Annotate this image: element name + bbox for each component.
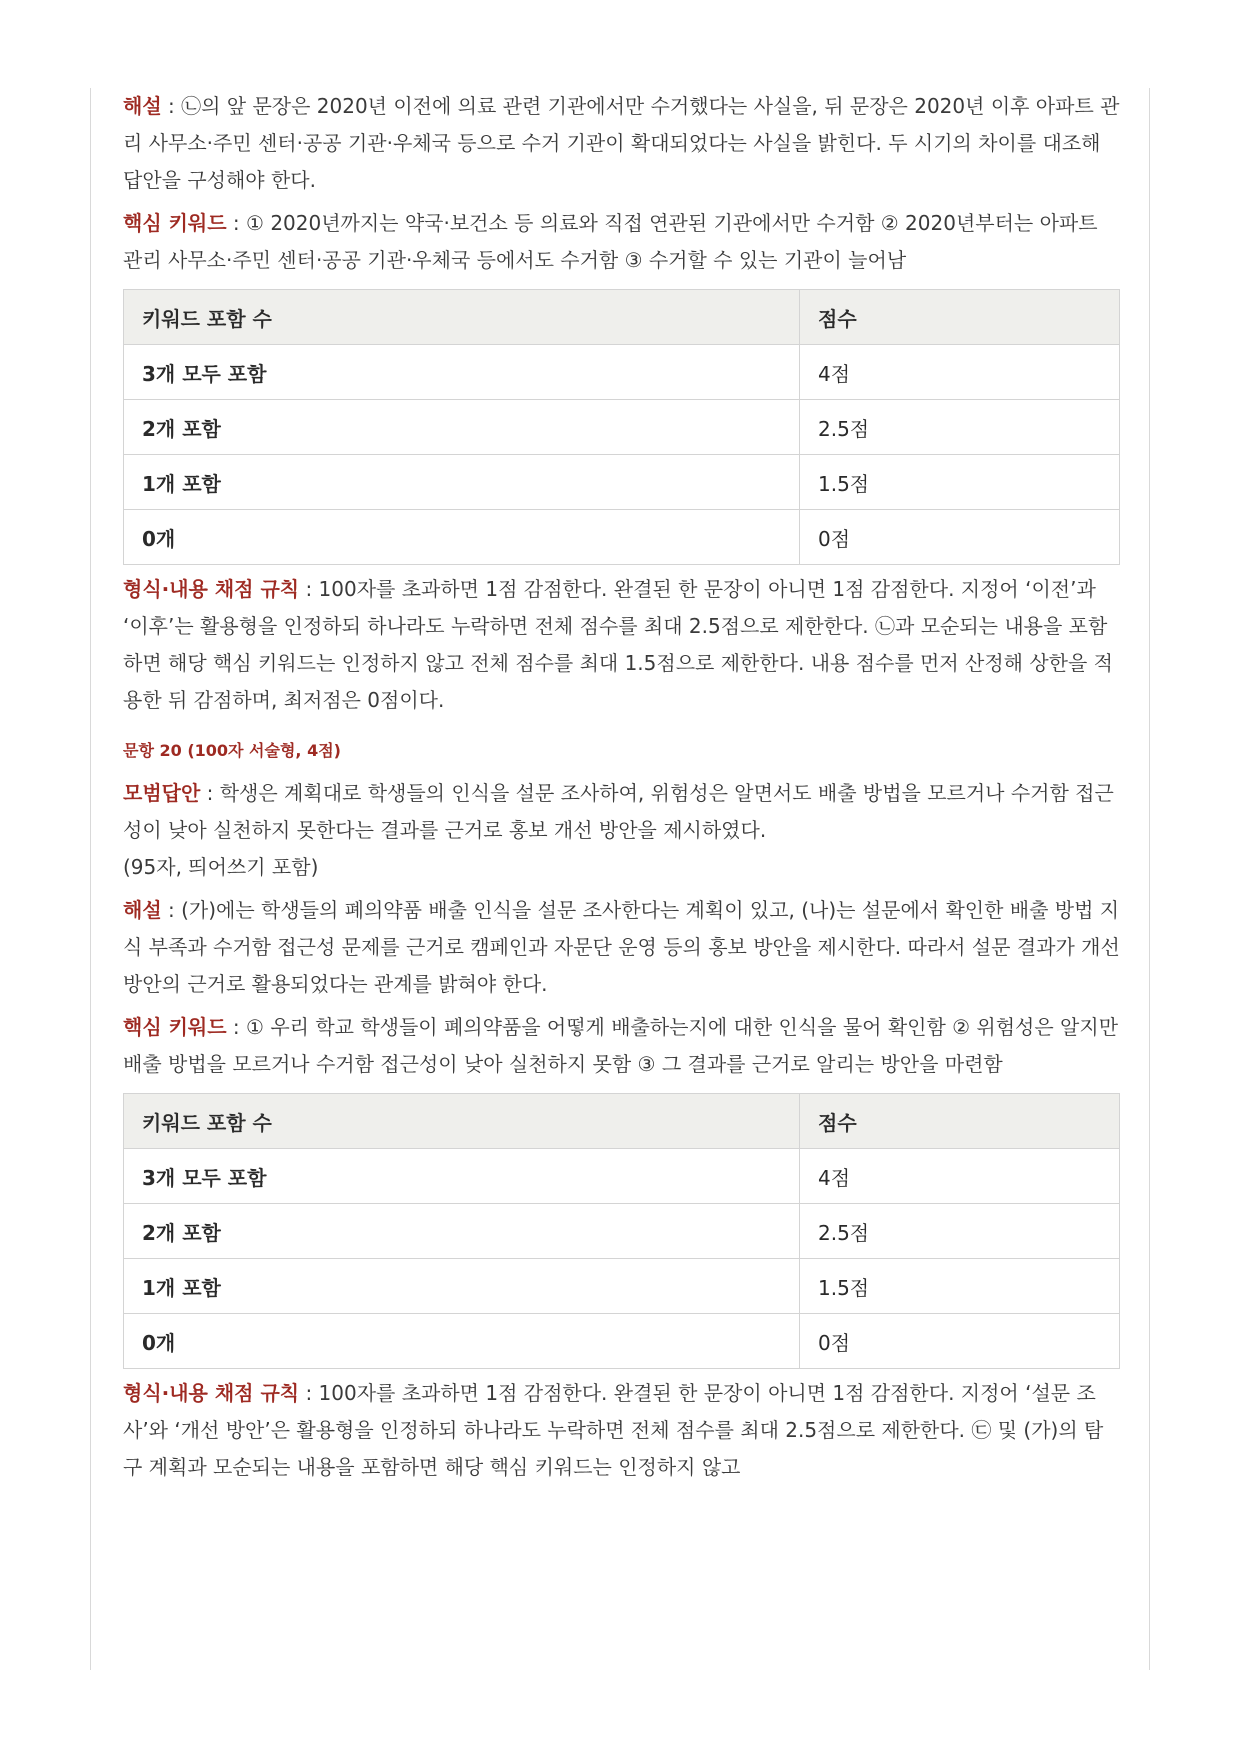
rules-paragraph	[123, 571, 1120, 719]
keywords-paragraph	[123, 1009, 1120, 1083]
score-table	[123, 289, 1120, 565]
table-cell-count: 3개 모두 포함	[124, 345, 800, 400]
table-cell-score: 0점	[800, 1314, 1120, 1369]
table-cell-count: 3개 모두 포함	[124, 1149, 800, 1204]
table-cell-count: 2개 포함	[124, 400, 800, 455]
score-table	[123, 1093, 1120, 1369]
explanation-paragraph	[123, 892, 1120, 1003]
keywords-paragraph	[123, 205, 1120, 279]
table-cell-score: 1.5점	[800, 455, 1120, 510]
table-cell-score: 4점	[800, 1149, 1120, 1204]
explanation-label: 해설	[123, 898, 162, 922]
table-header-keywords: 키워드 포함 수	[124, 290, 800, 345]
model-answer-paragraph	[123, 775, 1120, 849]
table-cell-score: 2.5점	[800, 1204, 1120, 1259]
page-border-left	[90, 88, 91, 1670]
table-cell-count: 1개 포함	[124, 1259, 800, 1314]
table-row	[124, 455, 1120, 510]
keywords-text: : ① 우리 학교 학생들이 폐의약품을 어떻게 배출하는지에 대한 인식을 물어 확인함 ② 위험성은 알지만 배출 방법을 모르거나 수거함 접근성이 낮아 실천하지 못함 ③ 그 결과를 근거로 알리는 방안을 마련함	[123, 1015, 1119, 1076]
table-header-keywords: 키워드 포함 수	[124, 1094, 800, 1149]
explanation-label: 해설	[123, 94, 162, 118]
rules-text: : 100자를 초과하면 1점 감점한다. 완결된 한 문장이 아니면 1점 감점한다. 지정어 ‘이전’과 ‘이후’는 활용형을 인정하되 하나라도 누락하면 전체 점수를 최대 2.5점으로 제한한다. ㉡과 모순되는 내용을 포함하면 해당 핵심 키워드는 인정하지 않고 전체 점수를 최대 1.5점으로 제한한다. 내용 점수를 먼저 산정해 상한을 적용한 뒤 감점하며, 최저점은 0점이다.	[123, 577, 1113, 712]
rules-label: 형식·내용 채점 규칙	[123, 1381, 300, 1405]
table-row	[124, 1149, 1120, 1204]
question-title: 문항 20 (100자 서술형, 4점)	[123, 741, 341, 760]
rules-text: : 100자를 초과하면 1점 감점한다. 완결된 한 문장이 아니면 1점 감점한다. 지정어 ‘설문 조사’와 ‘개선 방안’은 활용형을 인정하되 하나라도 누락하면 전체 점수를 최대 2.5점으로 제한한다. ㉢ 및 (가)의 탐구 계획과 모순되는 내용을 포함하면 해당 핵심 키워드는 인정하지 않고	[123, 1381, 1104, 1479]
table-row	[124, 345, 1120, 400]
keywords-label: 핵심 키워드	[123, 1015, 227, 1039]
table-cell-count: 1개 포함	[124, 455, 800, 510]
table-row	[124, 510, 1120, 565]
keywords-text: : ① 2020년까지는 약국·보건소 등 의료와 직접 연관된 기관에서만 수거함 ② 2020년부터는 아파트 관리 사무소·주민 센터·공공 기관·우체국 등에서도 수거함 ③ 수거할 수 있는 기관이 늘어남	[123, 211, 1098, 272]
model-answer-text: : 학생은 계획대로 학생들의 인식을 설문 조사하여, 위험성은 알면서도 배출 방법을 모르거나 수거함 접근성이 낮아 실천하지 못한다는 결과를 근거로 홍보 개선 방안을 제시하였다.	[123, 781, 1114, 842]
explanation-text: : ㉡의 앞 문장은 2020년 이전에 의료 관련 기관에서만 수거했다는 사실을, 뒤 문장은 2020년 이후 아파트 관리 사무소·주민 센터·공공 기관·우체국 등으로 수거 기관이 확대되었다는 사실을 밝힌다. 두 시기의 차이를 대조해 답안을 구성해야 한다.	[123, 94, 1120, 192]
rules-paragraph	[123, 1375, 1120, 1486]
table-row	[124, 1204, 1120, 1259]
explanation-text: : (가)에는 학생들의 폐의약품 배출 인식을 설문 조사한다는 계획이 있고, (나)는 설문에서 확인한 배출 방법 지식 부족과 수거함 접근성 문제를 근거로 캠페인과 자문단 운영 등의 홍보 방안을 제시한다. 따라서 설문 결과가 개선 방안의 근거로 활용되었다는 관계를 밝혀야 한다.	[123, 898, 1120, 996]
table-row	[124, 1259, 1120, 1314]
page-border-right	[1149, 88, 1150, 1670]
keywords-label: 핵심 키워드	[123, 211, 227, 235]
table-cell-count: 0개	[124, 1314, 800, 1369]
model-answer-label: 모범답안	[123, 781, 201, 805]
table-cell-score: 1.5점	[800, 1259, 1120, 1314]
table-header-score: 점수	[800, 290, 1120, 345]
explanation-paragraph	[123, 88, 1120, 199]
table-header-score: 점수	[800, 1094, 1120, 1149]
model-answer-note: (95자, 띄어쓰기 포함)	[123, 855, 319, 879]
table-row	[124, 1314, 1120, 1369]
rules-label: 형식·내용 채점 규칙	[123, 577, 300, 601]
table-cell-score: 4점	[800, 345, 1120, 400]
table-cell-count: 2개 포함	[124, 1204, 800, 1259]
table-cell-score: 2.5점	[800, 400, 1120, 455]
table-cell-count: 0개	[124, 510, 800, 565]
table-cell-score: 0점	[800, 510, 1120, 565]
table-header-row	[124, 290, 1120, 345]
document-content	[123, 88, 1120, 1492]
table-header-row	[124, 1094, 1120, 1149]
table-row	[124, 400, 1120, 455]
